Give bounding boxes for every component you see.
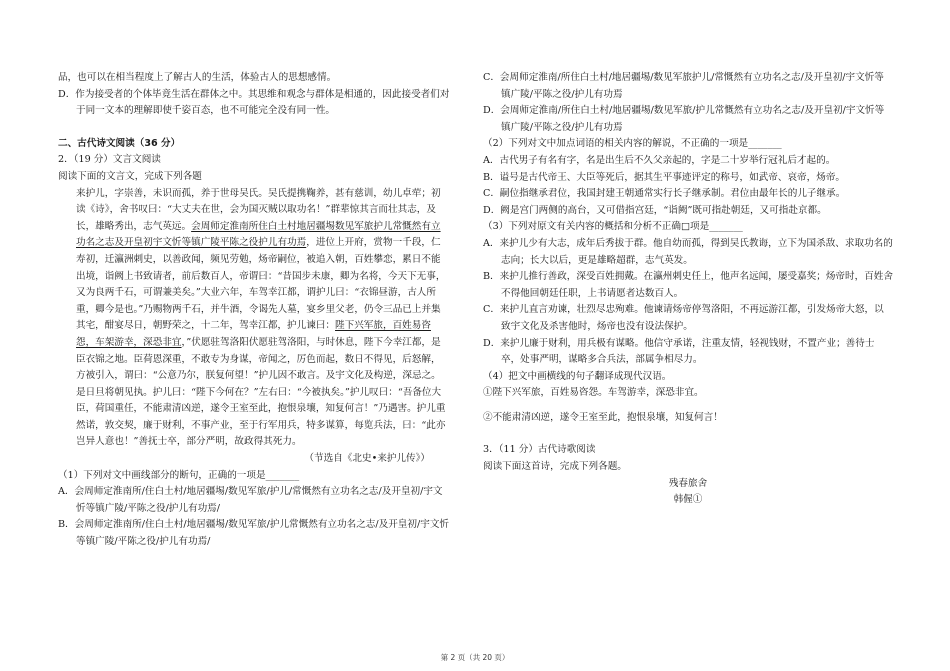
question-2-1-option-a: A．会周师定淮南所/住白土村/地居疆埸/数见军旅/护儿/常慨然有立功名之志/及开皇初/宇文忻等镇广陵/平陈之役/护儿有功焉/ xyxy=(58,486,443,514)
passage-part-1: 来护儿，字崇善，未识而孤，养于世母吴氏。吴氏提携鞠养，甚有慈训，幼儿卓荦；初读《诗》，舍书叹曰：“大丈夫在世，会为国灭贼以取功名！”群辈惊其言而壮其志，及长，雄略秀出，志气英远。 xyxy=(76,187,441,232)
question-2-1-option-c: C．会周师定淮南/所住白土村/地居疆埸/数见军旅护儿/常慨然有立功名之志/及开皇初/宇文忻等镇广陵/平陈之役/护儿有功焉 xyxy=(483,72,884,100)
question-2-2: （2）下列对文中加点词语的相关内容的解说，不正确的一项是_______ xyxy=(483,138,782,150)
question-2-instruction: 阅读下面的文言文，完成下列各题 xyxy=(58,170,202,182)
question-2-1-option-d: D．会周师定淮南/所住白土村/地居疆埸/数见军旅/护儿常慨然有立功名之志/及开皇初/宇文忻等镇广陵/平陈之役/护儿有功焉 xyxy=(483,105,885,133)
question-2-3-option-a: A．来护儿少有大志，成年后秀拔于群。他自幼而孤，得到吴氏教诲，立下为国杀敌、求取功名的志向；长大以后，更是雄略超群，志气英发。 xyxy=(483,237,893,266)
right-column xyxy=(483,70,893,509)
left-option-d: D．作为接受者的个体毕竟生活在群体之中。其思维和观念与群体是相通的，因此接受者们对于同一文本的理解即使千姿百态，也不可能完全没有同一性。 xyxy=(58,88,450,117)
passage-underlined-1: 会周师定淮南所住白土村地居疆埸数见军旅护儿常慨然有立功名之志及开皇初宇文忻等镇广陵平陈之役护儿有功焉 xyxy=(76,220,441,249)
poem-title: 残春旅舍 xyxy=(668,477,708,489)
poem-author: 韩偓① xyxy=(673,494,703,506)
question-2-4: （4）把文中画横线的句子翻译成现代汉语。 xyxy=(483,370,672,382)
question-2-3-option-c: C．来护儿直言劝谏，壮烈尽忠殉难。他谏请炀帝停驾洛阳，不再远游江都，引发炀帝大怒，以致宇文化及杀害他时，炀帝也没有设法保护。 xyxy=(483,304,884,332)
question-2-2-option-c: C．嗣位指继承君位，我国封建王朝通常实行长子继承制。君位由最年长的儿子继承。 xyxy=(483,188,846,200)
page-footer: 第 2 页（共 20 页） xyxy=(440,653,510,662)
question-2-3-option-d: D．来护儿廉于财利，用兵极有谋略。他信守承诺，注重友情，轻视钱财，不置产业；善待士卒，处事严明，谋略多合兵法，部属争相尽力。 xyxy=(483,337,875,366)
translation-item-1: ①陛下兴军旅，百姓易咨怨。车驾游幸，深恐非宜。 xyxy=(483,387,704,399)
passage-underlined-2: 陛下兴军旅，百姓易咨怨，车架游幸，深恐非宜 xyxy=(76,320,431,348)
classical-passage xyxy=(58,186,450,452)
question-2-1-option-b: B．会周师定淮南所/住白土村/地居疆埸/数见军旅/护儿常慨然有立功名之志/及开皇初/宇文忻等镇广陵/平陈之役/护儿有功焉/ xyxy=(58,519,450,548)
question-3-heading: 3．（11 分）古代诗歌阅读 xyxy=(483,444,596,456)
question-2-3-option-b: B．来护儿推行善政，深受百姓拥戴。在瀛州刺史任上，他声名远闻，屡受嘉奖；炀帝时，百姓舍不得他回朝廷任职，上书请愿者达数百人。 xyxy=(483,271,893,299)
question-2-2-option-b: B．谥号是古代帝王、大臣等死后，据其生平事迹评定的称号，如武帝、哀帝，炀帝。 xyxy=(483,171,846,183)
left-p1: 品，也可以在相当程度上了解古人的生活，体验古人的思想感情。 xyxy=(58,72,337,83)
left-column xyxy=(58,70,450,551)
passage-part-3: ，”伏愿驻驾洛阳伏愿驻驾洛阳，与时休息，陛下今幸江都，是臣衣锦之地。臣荷恩深重，不敢专为身谋，帝闻之，厉色而起，数日不得见，后怒解，方被引入，谓曰：“公意乃尔，朕复何望！”护儿因不敢言。及宇文化及构逆，深忌之。是日旦将朝见执。护儿曰：“陛下今何在？”左右曰：“今被执矣。”护儿叹曰：“吾备位大臣，荷国重任，不能肃清凶逆，遂令王室至此，抱恨泉壤，知复何言！”乃遇害。护儿重然诺，敦交契，廉于财利，不事产业，至于行军用兵，特多谋算，每览兵法，曰：“此亦岂异人意也！”善抚士卒，部分严明，故政得其死力。 xyxy=(76,336,446,448)
question-2-2-option-a: A．古代男子有名有字，名是出生后不久父亲起的，字是二十岁举行冠礼后才起的。 xyxy=(483,154,836,166)
passage-source: （节选自《北史•来护儿传》） xyxy=(304,453,430,465)
section-heading: 二、古代诗文阅读（36 分） xyxy=(58,137,181,149)
question-2-2-option-d: D．阙是宫门两侧的高台，又可借指宫廷，“诣阙”既可指赴朝廷，又可指赴京都。 xyxy=(483,204,827,216)
question-2-3: （3）下列对原文有关内容的概括和分析不正确□项是_______ xyxy=(483,221,743,233)
question-3-instruction: 阅读下面这首诗，完成下列各题。 xyxy=(483,461,627,473)
question-2-heading: 2．（19 分）文言文阅读 xyxy=(58,154,161,166)
passage-part-2: ，进位上开府，赏物一千段，仁寿初，迁瀛洲刺史，以善政闻，频见劳勉，炀帝嗣位，被追入朝，百姓攀恋，累日不能出境，诣阙上书致请者，前后数百人，帝谓曰：“昔国步未康，卿为名将，今天下无事，又为良两千石，可谓兼美矣。”大业六年，车驾幸江都，谓护儿曰：“衣锦昼游，古人所重，卿今是也。”乃赐物两千石，并牛酒，令谒先人墓，宴乡里父老，仍令三品已上并集其宅，酣宴尽日，朝野荣之，十二年，驾幸江都，护儿谏曰： xyxy=(76,237,446,332)
question-2-1: （1）下列对文中画线部分的断句，正确的一项是_______ xyxy=(58,469,300,481)
translation-item-2: ②不能肃清凶逆，遂令王室至此，抱恨泉壤，知复何言！ xyxy=(483,411,723,423)
